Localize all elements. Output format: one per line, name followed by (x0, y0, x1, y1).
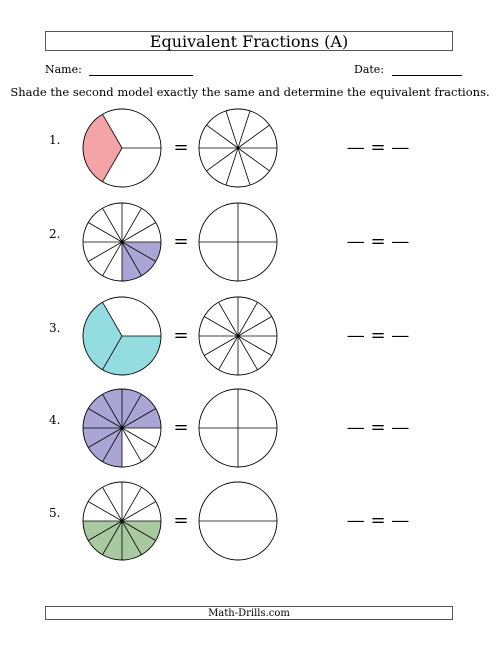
given-fraction-model (83, 482, 161, 560)
footer: Math-Drills.com (45, 606, 453, 620)
sector-line (122, 502, 156, 522)
sector-line (88, 502, 122, 522)
equals-sign: = (173, 510, 189, 531)
equals-sign: = (173, 231, 189, 252)
sector-line (122, 223, 156, 243)
shading-model (199, 297, 277, 375)
sector-line (226, 148, 238, 185)
sector-line (88, 242, 122, 262)
sector-line (238, 317, 272, 337)
shading-model (199, 389, 277, 467)
sector-line (238, 336, 272, 356)
equals-sign: = (173, 137, 189, 158)
answer-blanks[interactable]: — = — (346, 231, 410, 252)
sector-line (219, 336, 239, 370)
shading-model (199, 203, 277, 281)
problem-2 (49, 203, 409, 281)
sector-line (206, 148, 238, 171)
problem-5 (49, 482, 409, 560)
equals-sign: = (173, 417, 189, 438)
sector-line (122, 208, 142, 242)
problem-4 (49, 389, 409, 467)
sector-line (103, 208, 123, 242)
instructions: Shade the second model exactly the same and determine the equivalent fractions. (10, 85, 490, 99)
sector-line (206, 125, 238, 148)
sector-line (238, 336, 258, 370)
shading-model (199, 109, 277, 187)
given-fraction-model (83, 203, 161, 281)
answer-blanks[interactable]: — = — (346, 510, 410, 531)
problem-1 (49, 109, 409, 187)
sector-line (122, 428, 142, 462)
sector-line (122, 428, 156, 448)
problem-number: 5. (49, 506, 61, 520)
date-label: Date: (354, 63, 385, 76)
problem-number: 1. (49, 133, 61, 147)
problem-number: 3. (49, 321, 61, 335)
shading-model (199, 482, 277, 560)
answer-blanks[interactable]: — = — (346, 325, 410, 346)
problem-number: 2. (49, 227, 61, 241)
sector-line (103, 242, 123, 276)
answer-blanks[interactable]: — = — (346, 417, 410, 438)
sector-line (226, 111, 238, 148)
sector-line (103, 487, 123, 521)
equals-sign: = (173, 325, 189, 346)
sector-line (219, 302, 239, 336)
problem-number: 4. (49, 413, 61, 427)
sector-line (204, 317, 238, 337)
given-fraction-model (83, 297, 161, 375)
given-fraction-model (83, 109, 161, 187)
sector-line (122, 487, 142, 521)
sector-line (238, 148, 250, 185)
problem-3 (49, 297, 409, 375)
sector-line (238, 148, 270, 171)
sector-line (238, 111, 250, 148)
answer-blanks[interactable]: — = — (346, 137, 410, 158)
sector-line (238, 302, 258, 336)
name-label: Name: (45, 63, 82, 76)
sector-line (238, 125, 270, 148)
page-title: Equivalent Fractions (A) (45, 31, 453, 51)
shaded-sector (83, 114, 122, 182)
given-fraction-model (83, 389, 161, 467)
sector-line (88, 223, 122, 243)
sector-line (204, 336, 238, 356)
